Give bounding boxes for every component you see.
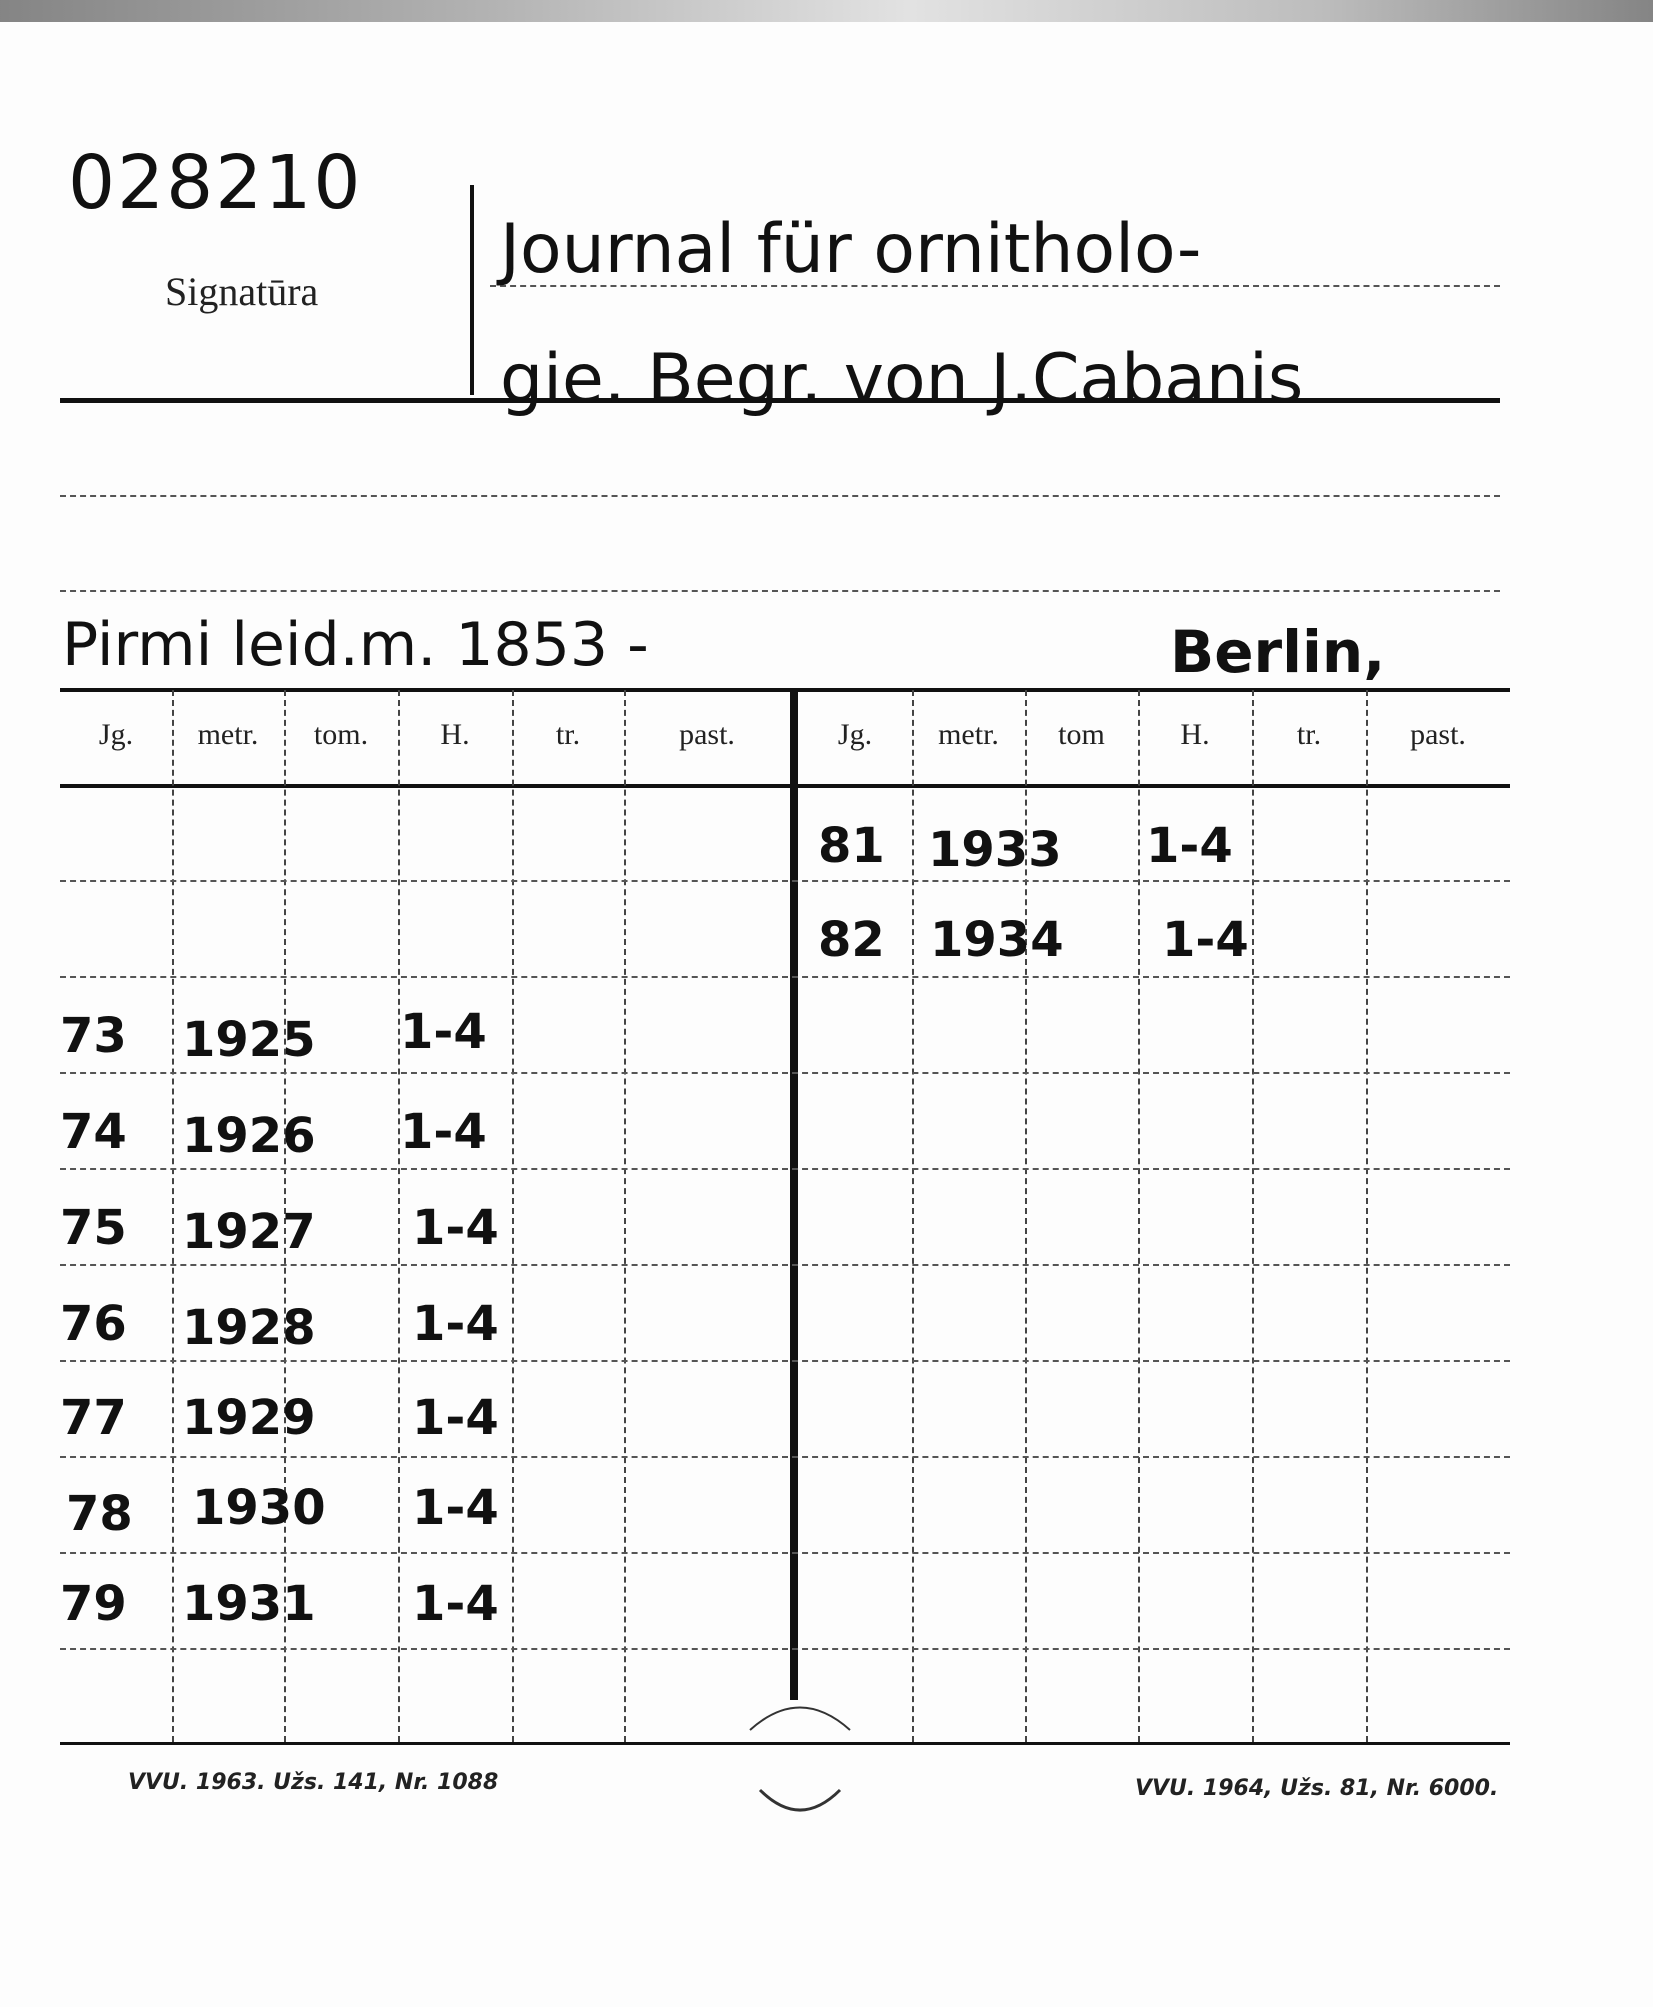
right-row-jg: 81 [818, 818, 885, 874]
left-row-issues: 1-4 [400, 1004, 487, 1060]
left-row-jg: 73 [60, 1008, 127, 1064]
header-tr-left: tr. [555, 718, 581, 751]
blank-line-2 [60, 590, 1500, 592]
table-center-divider [790, 690, 798, 1700]
column-line [172, 690, 174, 1742]
row-line [60, 1264, 1510, 1266]
blank-line-1 [60, 495, 1500, 497]
header-h-right: H. [1180, 718, 1210, 751]
left-row-issues: 1-4 [412, 1390, 499, 1446]
left-row-jg: 79 [60, 1576, 127, 1632]
left-row-jg: 74 [60, 1104, 127, 1160]
title-line-2: gie. Begr. von J.Cabanis [500, 340, 1304, 419]
row-line [60, 880, 1510, 882]
left-row-jg: 78 [66, 1486, 133, 1542]
row-line [60, 1648, 1510, 1650]
header-tom-right: tom [1058, 718, 1105, 751]
left-row-year: 1925 [182, 1012, 316, 1068]
left-row-year: 1929 [182, 1390, 316, 1446]
header-bottom-rule [60, 784, 1510, 788]
row-line [60, 1168, 1510, 1170]
column-line [1252, 690, 1254, 1742]
left-row-issues: 1-4 [400, 1104, 487, 1160]
header-metr-left: metr. [197, 718, 259, 751]
title-line-1: Journal für ornitholo- [500, 210, 1202, 289]
right-row-year: 1933 [928, 822, 1062, 878]
column-line [1138, 690, 1140, 1742]
left-row-issues: 1-4 [412, 1576, 499, 1632]
header-tr-right: tr. [1296, 718, 1322, 751]
column-line [624, 690, 626, 1742]
footer-note-left: VVU. 1963. Užs. 141, Nr. 1088 [128, 1770, 499, 1795]
card-top-edge [0, 0, 1653, 22]
call-number: 028210 [68, 140, 363, 226]
header-past-left: past. [679, 718, 735, 751]
row-line [60, 1072, 1510, 1074]
publication-start: Pirmi leid.m. 1853 - [62, 610, 649, 680]
publication-place: Berlin, [1170, 618, 1386, 686]
column-line [398, 690, 400, 1742]
left-row-jg: 75 [60, 1200, 127, 1256]
left-row-issues: 1-4 [412, 1296, 499, 1352]
punch-hole-mark [740, 1690, 860, 1830]
footer-note-right: VVU. 1964, Užs. 81, Nr. 6000. [1135, 1776, 1499, 1801]
left-row-issues: 1-4 [412, 1200, 499, 1256]
header-tom-left: tom. [313, 718, 369, 751]
row-line [60, 1552, 1510, 1554]
column-line [912, 690, 914, 1742]
row-line [60, 1456, 1510, 1458]
header-jg-right: Jg. [837, 718, 873, 751]
left-row-year: 1931 [182, 1576, 316, 1632]
header-h-left: H. [440, 718, 470, 751]
left-row-issues: 1-4 [412, 1480, 499, 1536]
right-row-year: 1934 [930, 912, 1064, 968]
table-top-rule [60, 688, 1510, 692]
column-line [512, 690, 514, 1742]
left-row-year: 1930 [192, 1480, 326, 1536]
signature-label: Signatūra [165, 269, 319, 314]
title-divider [470, 185, 474, 395]
right-row-issues: 1-4 [1162, 912, 1249, 968]
left-row-jg: 76 [60, 1296, 127, 1352]
header-metr-right: metr. [938, 718, 999, 751]
left-row-year: 1927 [182, 1204, 316, 1260]
row-line [60, 1360, 1510, 1362]
row-line [60, 976, 1510, 978]
column-line [1366, 690, 1368, 1742]
header-past-right: past. [1410, 718, 1466, 751]
right-row-issues: 1-4 [1146, 818, 1233, 874]
left-row-year: 1926 [182, 1108, 316, 1164]
left-row-jg: 77 [60, 1390, 127, 1446]
header-jg-left: Jg. [98, 718, 134, 751]
right-row-jg: 82 [818, 912, 885, 968]
left-row-year: 1928 [182, 1300, 316, 1356]
